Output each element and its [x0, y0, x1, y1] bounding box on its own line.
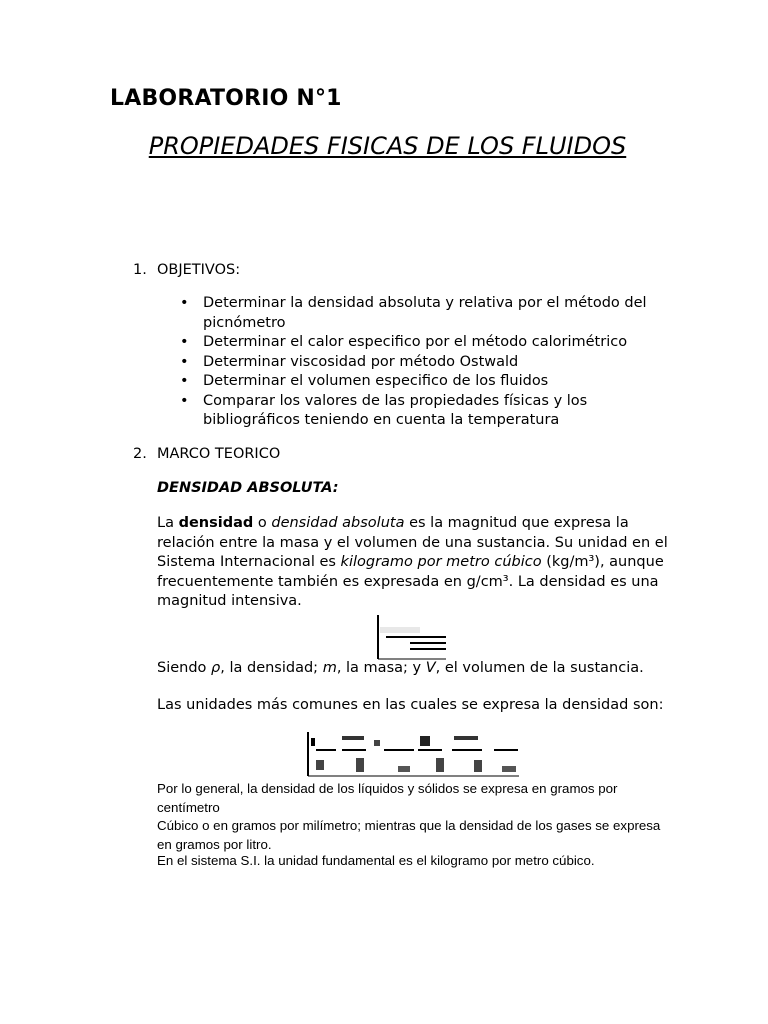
units-paragraph: Las unidades más comunes en las cuales se expresa la densidad son:: [157, 697, 664, 713]
formula-graphic: [376, 613, 448, 661]
section-number: 1.: [133, 262, 147, 278]
note-paragraph-2: Cúbico o en gramos por milímetro; mientras que la densidad de los gases se expresa en gramos por litro.: [157, 818, 661, 852]
objective-text: Comparar los valores de las propiedades físicas y los bibliográficos teniendo en cuenta la temperatura: [203, 392, 588, 428]
list-item: [180, 392, 680, 431]
list-item: [180, 333, 680, 353]
objective-text: Determinar el volumen especifico de los fluidos: [203, 373, 549, 389]
list-item: [180, 372, 680, 392]
objective-text: Determinar la densidad absoluta y relativa por el método del picnómetro: [203, 295, 647, 331]
section-title: OBJETIVOS:: [157, 262, 241, 278]
text-run-italic: V: [425, 660, 436, 676]
density-formula-image: [376, 613, 448, 661]
units-formula-image: [306, 730, 521, 778]
text-run-italic: densidad absoluta: [271, 515, 405, 531]
note-paragraph-3: En el sistema S.I. la unidad fundamental es el kilogramo por metro cúbico.: [157, 853, 595, 868]
section-number: 2.: [133, 446, 147, 462]
main-title: PROPIEDADES FISICAS DE LOS FLUIDOS: [148, 132, 627, 160]
list-item: [180, 353, 680, 373]
formula-graphic: [306, 730, 521, 778]
text-run: , la densidad;: [220, 660, 323, 676]
objective-text: Determinar el calor especifico por el método calorimétrico: [203, 334, 628, 350]
objective-text: Determinar viscosidad por método Ostwald: [203, 353, 519, 370]
text-run: , la masa; y: [336, 660, 426, 676]
text-run: es la magnitud que expresa la relación entre la masa y el volumen de una sustancia. Su unidad en el Sistema Internacional es: [157, 515, 668, 570]
text-run-italic: kilogramo por metro cúbico: [340, 554, 542, 570]
text-run: La: [157, 515, 179, 531]
note-paragraph-1: Por lo general, la densidad de los líquidos y sólidos se expresa en gramos por centímetro: [157, 781, 618, 815]
section-marco-heading: [133, 446, 280, 462]
density-definition-paragraph: [157, 514, 677, 612]
section-objetivos-heading: [133, 262, 240, 278]
objectives-list: [180, 294, 680, 431]
text-run-italic: m: [322, 660, 337, 676]
list-item: [180, 294, 680, 333]
lab-title: LABORATORIO N°1: [110, 86, 342, 111]
siendo-paragraph: [157, 659, 677, 679]
text-run: o: [253, 515, 272, 531]
text-run: Siendo: [157, 660, 212, 676]
section-title: MARCO TEORICO: [157, 446, 281, 462]
text-run: , el volumen de la sustancia.: [435, 660, 644, 676]
density-subheading: DENSIDAD ABSOLUTA:: [157, 480, 339, 496]
text-run-bold: densidad: [178, 515, 254, 531]
text-run-italic: ρ: [211, 660, 221, 676]
text-run: (kg/m³), aunque frecuentemente también es expresada en g/cm³. La densidad es una magnitud intensiva.: [157, 554, 664, 609]
